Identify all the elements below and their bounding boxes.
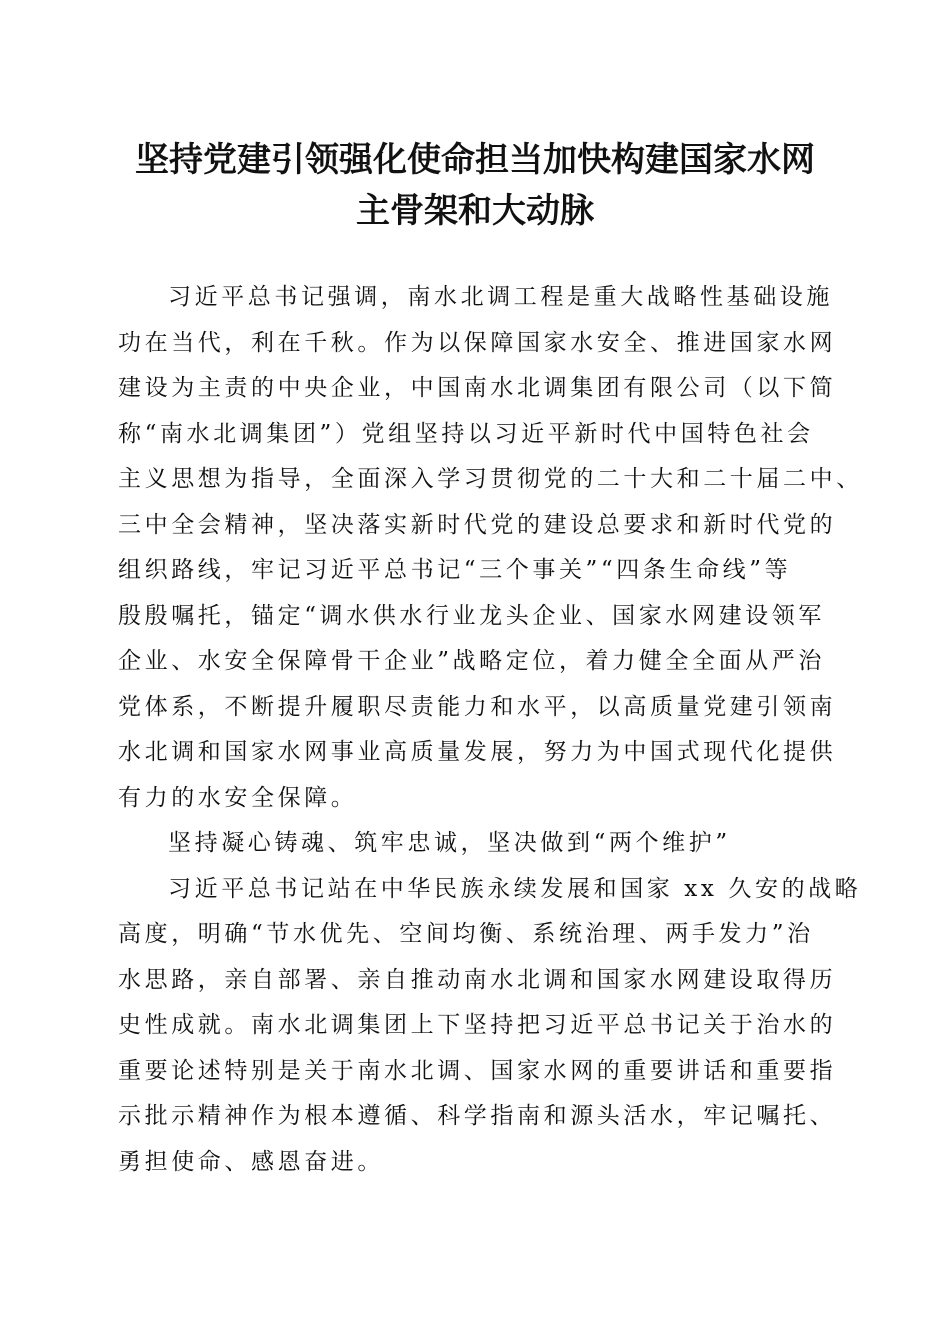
text-line: 水思路，亲自部署、亲自推动南水北调和国家水网建设取得历 xyxy=(118,966,837,993)
paragraph-intro xyxy=(118,275,863,821)
text-line: 习近平总书记站在中华民族永续发展和国家 xx 久安的战略 xyxy=(168,875,862,902)
section-heading xyxy=(118,821,830,867)
text-line: 水北调和国家水网事业高质量发展，努力为中国式现代化提供 xyxy=(118,739,837,765)
text-line: 习近平总书记强调，南水北调工程是重大战略性基础设施 xyxy=(168,284,833,310)
text-line: 主义思想为指导，全面深入学习贯彻党的二十大和二十届二中、 xyxy=(118,466,863,492)
text-line: 重要论述特别是关于南水北调、国家水网的重要讲话和重要指 xyxy=(118,1057,837,1084)
section-heading-text: 坚持凝心铸魂、筑牢忠诚，坚决做到“两个维护” xyxy=(168,830,731,856)
document-title xyxy=(100,135,850,237)
text-line: 有力的水安全保障。 xyxy=(118,784,358,811)
text-line: 史性成就。南水北调集团上下坚持把习近平总书记关于治水的 xyxy=(118,1012,837,1038)
text-line: 功在当代，利在千秋。作为以保障国家水安全、推进国家水网 xyxy=(118,329,837,356)
text-line: 企业、水安全保障骨干企业”战略定位，着力健全全面从严治 xyxy=(118,648,825,674)
title-line-2: 主骨架和大动脉 xyxy=(356,191,594,231)
paragraph-section-1 xyxy=(118,867,862,1186)
text-line: 组织路线，牢记习近平总书记“三个事关”“四条生命线”等 xyxy=(118,557,792,583)
text-line: 三中全会精神，坚决落实新时代党的建设总要求和新时代党的 xyxy=(118,511,837,538)
document-body xyxy=(118,275,863,1185)
title-line-1: 坚持党建引领强化使命担当加快构建国家水网 xyxy=(135,140,815,180)
text-line: 示批示精神作为根本遵循、科学指南和源头活水，牢记嘱托、 xyxy=(118,1103,837,1129)
text-line: 建设为主责的中央企业，中国南水北调集团有限公司（以下简 xyxy=(118,375,837,401)
text-line: 称“南水北调集团”）党组坚持以习近平新时代中国特色社会 xyxy=(118,420,814,447)
text-line: 高度，明确“节水优先、空间均衡、系统治理、两手发力”治 xyxy=(118,921,814,947)
text-line: 殷殷嘱托，锚定“调水供水行业龙头企业、国家水网建设领军 xyxy=(118,602,825,629)
text-line: 党体系，不断提升履职尽责能力和水平，以高质量党建引领南 xyxy=(118,693,837,720)
text-line: 勇担使命、感恩奋进。 xyxy=(118,1148,384,1175)
